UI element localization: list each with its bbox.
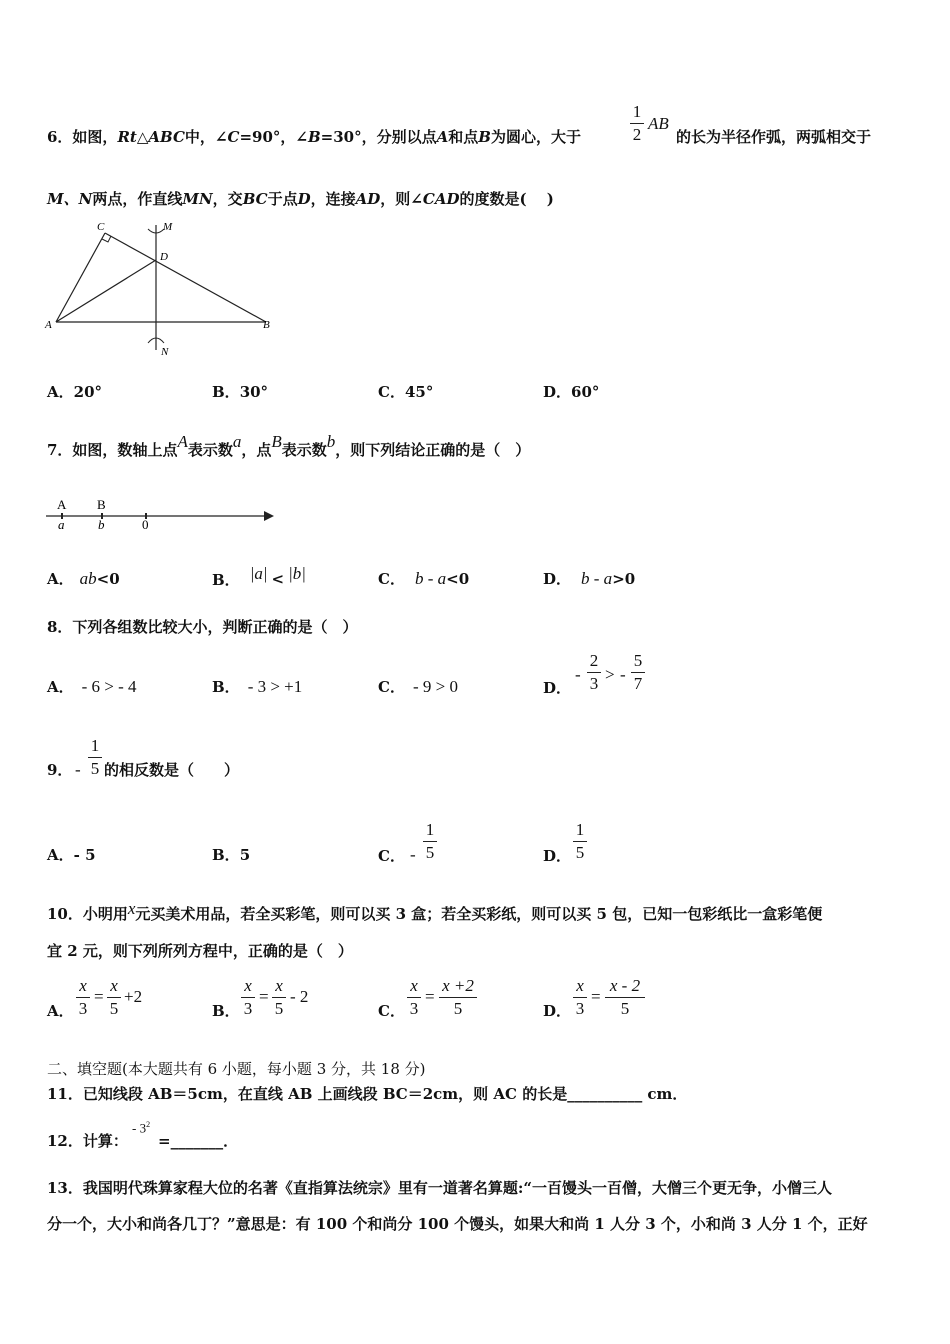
q6-text: ，则∠: [380, 190, 423, 208]
q6-mn-line: MN: [182, 190, 213, 208]
q8-option-a[interactable]: [47, 676, 137, 697]
q8-d-minus1: -: [575, 665, 581, 684]
q6-frac-var: AB: [648, 114, 669, 133]
option-rel: >0: [612, 570, 636, 588]
q7-number-line: [44, 495, 279, 535]
option-value: 45°: [404, 383, 434, 401]
q9-stem: 的相反数是（ ）: [104, 761, 240, 779]
frac-num: x: [275, 976, 283, 995]
q10-c-eq: =: [425, 987, 435, 1006]
q9-c-fraction: [423, 820, 437, 863]
q6-text: ，交: [212, 190, 243, 208]
frac-den: 5: [109, 999, 119, 1018]
q6-option-a[interactable]: [47, 382, 102, 402]
frac-bar: [88, 757, 102, 758]
q8-d-frac2: [631, 651, 645, 694]
frac-num: x: [410, 976, 418, 995]
option-expr: ab: [79, 569, 97, 588]
label-m: M: [163, 221, 173, 233]
q7-option-c[interactable]: [378, 568, 469, 589]
q12-expression: [132, 1120, 150, 1136]
q6-text: ，连接: [310, 190, 356, 208]
q7-option-d[interactable]: [543, 568, 635, 589]
option-label: A．: [47, 846, 74, 864]
q7-var-a: a: [232, 432, 242, 451]
option-label: D．: [543, 383, 572, 401]
q6-text: 为圆心，大于: [490, 128, 581, 146]
q10-option-c-label[interactable]: C．: [378, 1002, 405, 1020]
frac-bar: [107, 997, 121, 998]
option-expr: - 3 > +1: [247, 677, 303, 696]
q8-option-b[interactable]: [212, 676, 302, 697]
q9-d-fraction: [573, 820, 587, 863]
q6-frac-num: 1: [632, 102, 642, 121]
q10-a-eq: =: [94, 987, 104, 1006]
q7-text: 7．如图，数轴上点: [47, 441, 178, 459]
q8-option-d-label[interactable]: D．: [543, 679, 572, 697]
q6-line1-end: 的长为半径作弧，两弧相交于: [676, 128, 872, 146]
q6-frac-bar: [630, 123, 644, 124]
q10-line1: [47, 899, 823, 924]
q10-b-eq: =: [259, 987, 269, 1006]
label-a: A: [45, 319, 52, 331]
q7-point-a: A: [177, 432, 188, 451]
q8-d-minus2: -: [620, 665, 626, 684]
q6-text: 和点: [448, 128, 479, 146]
q10-option-b-label[interactable]: B．: [212, 1002, 240, 1020]
frac-bar: [573, 997, 587, 998]
axis-var-b: b: [98, 517, 105, 532]
frac-bar: [587, 672, 601, 673]
q10-b-frac1: [241, 976, 255, 1019]
label-b: B: [263, 319, 270, 331]
axis-zero: 0: [142, 517, 149, 532]
label-n: N: [161, 346, 169, 358]
frac-num: 1: [575, 820, 585, 839]
frac-den: 5: [575, 843, 585, 862]
frac-bar: [631, 672, 645, 673]
frac-den: 5: [620, 999, 630, 1018]
q7-point-b: B: [271, 432, 282, 451]
q9-option-a[interactable]: [47, 844, 96, 865]
frac-num: 1: [90, 736, 100, 755]
q6-option-d[interactable]: [543, 382, 599, 402]
frac-num: x +2: [442, 976, 474, 995]
q10-b-tail: - 2: [290, 987, 309, 1006]
side-ac: [56, 233, 105, 322]
q6-text: =30°，分别以点: [320, 128, 437, 146]
option-label: C．: [378, 383, 405, 401]
option-value: 60°: [571, 383, 600, 401]
q11-text: 11．已知线段 AB＝5cm，在直线 AB 上画线段 BC＝2cm，则 AC 的长是__________ cm．: [47, 1085, 688, 1103]
q8-option-c[interactable]: [378, 676, 458, 697]
side-cb: [105, 233, 266, 322]
option-value: 20°: [73, 383, 103, 401]
q6-text: 两点，作直线: [92, 190, 183, 208]
option-value: 30°: [239, 383, 269, 401]
option-expr: - 9 > 0: [412, 677, 458, 696]
option-label: C．: [378, 570, 405, 588]
q9-c-neg: -: [410, 845, 416, 864]
option-expr: b - a: [581, 569, 613, 588]
q6-text: 于点: [267, 190, 298, 208]
frac-den: 3: [409, 999, 419, 1018]
frac-den: 3: [575, 999, 585, 1018]
q6-bc: BC: [242, 190, 268, 208]
frac-den: 5: [90, 759, 100, 778]
frac-den: 3: [78, 999, 88, 1018]
q6-angle-b: B: [307, 128, 321, 146]
q6-fraction: [630, 102, 644, 145]
q6-option-c[interactable]: [378, 382, 433, 402]
q6-ad: AD: [355, 190, 381, 208]
q10-c-frac2: [439, 976, 477, 1019]
q10-d-frac2: [605, 976, 645, 1019]
q10-text: 10．小明用: [47, 905, 128, 923]
section-two-heading: 二、填空题(本大题共有 6 小题，每小题 3 分，共 18 分): [47, 1060, 426, 1078]
option-label: D．: [543, 570, 572, 588]
label-d: D: [160, 251, 168, 263]
option-label: B．: [212, 383, 240, 401]
frac-bar: [423, 841, 437, 842]
q7-stem: [47, 432, 531, 460]
q7-option-b[interactable]: [212, 563, 306, 589]
label-c: C: [97, 221, 105, 233]
frac-bar: [76, 997, 90, 998]
q6-triangle-name: Rt△ABC: [117, 128, 185, 146]
q9-fraction: [88, 736, 102, 779]
q10-d-frac1: [573, 976, 587, 1019]
option-left: |a|: [249, 564, 268, 583]
q9-option-c-label[interactable]: C．: [378, 847, 405, 865]
frac-bar: [439, 997, 477, 998]
option-label: A．: [47, 383, 74, 401]
q10-option-a-label[interactable]: A．: [47, 1002, 74, 1020]
q10-line2: 宜 2 元，则下列所列方程中，正确的是（ ）: [47, 942, 353, 960]
frac-num: x: [79, 976, 87, 995]
q7-text: ，点: [241, 441, 272, 459]
option-label: C．: [378, 678, 405, 696]
q6-text: 6．如图，: [47, 128, 118, 146]
q12-base: - 3: [132, 1120, 147, 1136]
q10-d-eq: =: [591, 987, 601, 1006]
axis-var-a: a: [58, 517, 65, 532]
q7-option-a[interactable]: [47, 568, 120, 589]
frac-den: 5: [274, 999, 284, 1018]
q10-a-frac1: [76, 976, 90, 1019]
option-rel: <0: [446, 570, 470, 588]
frac-den: 7: [633, 674, 643, 693]
q9-neg: -: [75, 760, 81, 779]
frac-bar: [407, 997, 421, 998]
q10-var-x: x: [127, 899, 136, 918]
frac-num: x: [576, 976, 584, 995]
axis-arrow: [264, 511, 274, 521]
axis-label-a: A: [57, 497, 67, 512]
frac-num: 5: [633, 651, 643, 670]
option-value: 5: [239, 846, 251, 864]
q6-cad: CAD: [422, 190, 460, 208]
q6-angle-c: C: [227, 128, 240, 146]
q7-text: ，则下列结论正确的是（ ）: [335, 441, 531, 459]
q13-line2: 分一个，大小和尚各几丁？”意思是：有 100 个和尚分 100 个馒头，如果大和尚 1 人分 3 个，小和尚 3 人分 1 个，正好: [47, 1215, 868, 1233]
q10-a-frac2: [107, 976, 121, 1019]
frac-den: 5: [453, 999, 463, 1018]
frac-num: x: [244, 976, 252, 995]
frac-num: 1: [425, 820, 435, 839]
option-label: B．: [212, 678, 240, 696]
q10-option-d-label[interactable]: D．: [543, 1002, 572, 1020]
q10-text: 元买美术用品，若全买彩笔，则可以买 3 盒；若全买彩纸，则可以买 5 包，已知一包彩纸比一盒彩笔便: [135, 905, 823, 923]
q6-text: 中，∠: [184, 128, 228, 146]
q6-text: =90°，∠: [239, 128, 308, 146]
q6-mn: M、N: [47, 190, 93, 208]
frac-bar: [272, 997, 286, 998]
frac-den: 5: [425, 843, 435, 862]
q10-a-tail: +2: [124, 987, 143, 1006]
q8-d-rel: >: [605, 665, 615, 684]
q7-var-b: b: [326, 432, 336, 451]
q6-point-a: A: [436, 128, 449, 146]
q7-text: 表示数: [187, 441, 233, 459]
option-label: B．: [212, 571, 240, 589]
q6-point-b: B: [478, 128, 491, 146]
option-expr: - 6 > - 4: [81, 677, 137, 696]
frac-num: x - 2: [609, 976, 641, 995]
q6-text: 的度数是( ): [459, 190, 554, 208]
q12-label: 12．计算：: [47, 1132, 128, 1150]
q10-b-frac2: [272, 976, 286, 1019]
q7-text: 表示数: [281, 441, 327, 459]
frac-den: 3: [243, 999, 253, 1018]
frac-den: 3: [589, 674, 599, 693]
option-right: |b|: [288, 564, 306, 583]
q8-stem: 8．下列各组数比较大小，判断正确的是（ ）: [47, 618, 358, 636]
option-value: - 5: [73, 846, 96, 864]
q10-c-frac1: [407, 976, 421, 1019]
frac-bar: [605, 997, 645, 998]
option-rel: <: [271, 570, 285, 588]
q6-line1: [47, 127, 581, 147]
q6-line2: [47, 189, 554, 209]
q12-answer-blank[interactable]: =_______．: [158, 1132, 239, 1150]
option-label: A．: [47, 570, 74, 588]
frac-bar: [573, 841, 587, 842]
q6-frac-den: 2: [632, 125, 642, 144]
q6-option-b[interactable]: [212, 382, 268, 402]
option-label: A．: [47, 678, 74, 696]
option-expr: b - a: [414, 569, 447, 588]
frac-bar: [241, 997, 255, 998]
q13-line1: 13．我国明代珠算家程大位的名著《直指算法统宗》里有一道著名算题:“一百馒头一百僧，大僧三个更无争，小僧三人: [47, 1179, 833, 1197]
q6-d: D: [297, 190, 311, 208]
q9-option-b[interactable]: [212, 844, 250, 865]
frac-num: x: [110, 976, 118, 995]
segment-ad: [56, 260, 156, 322]
q9-option-d-label[interactable]: D．: [543, 847, 572, 865]
q8-d-frac1: [587, 651, 601, 694]
q6-triangle-figure: [40, 215, 280, 365]
q12-exponent: 2: [146, 1120, 151, 1129]
q9-number: 9．: [47, 761, 73, 779]
axis-label-b: B: [97, 497, 106, 512]
option-rel: <0: [96, 570, 120, 588]
option-label: B．: [212, 846, 240, 864]
frac-num: 2: [589, 651, 599, 670]
